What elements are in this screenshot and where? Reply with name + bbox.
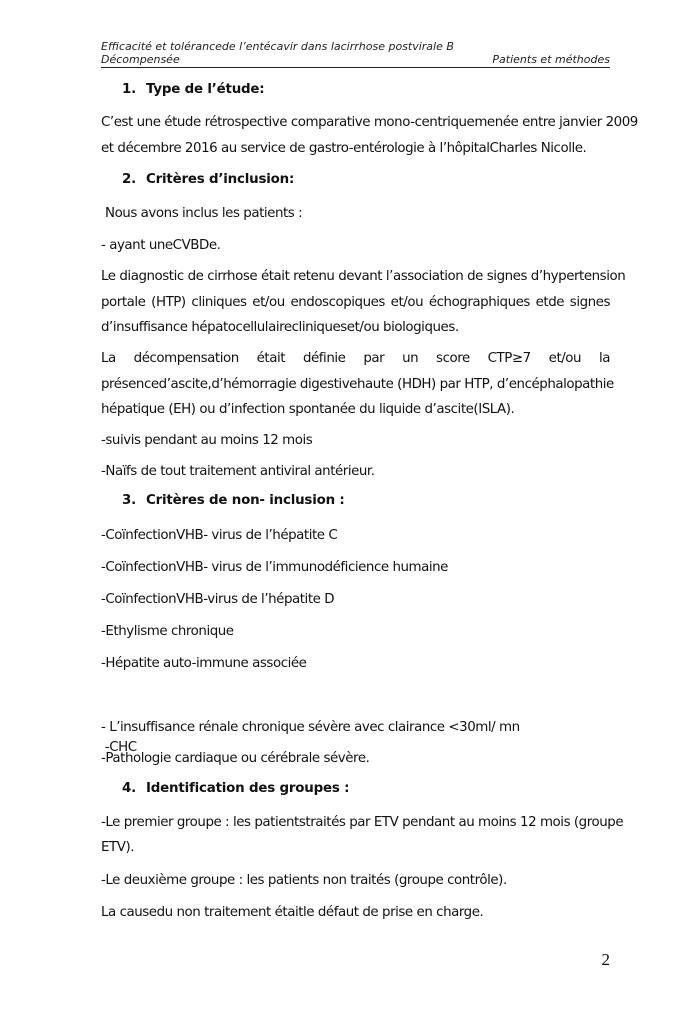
paragraph-diagnosis-3 xyxy=(101,315,610,341)
paragraph-line: C’est une étude rétrospective comparative mono-centriquemenée entre janvier 2009 xyxy=(101,115,638,130)
paragraph-line: -Le premier groupe : les patientstraités par ETV pendant au moins 12 mois (groupe xyxy=(101,815,624,830)
paragraph-line: ETV). xyxy=(101,840,135,855)
paragraph-cause xyxy=(101,900,610,926)
heading-number: 3. xyxy=(122,493,137,508)
paragraph-line: hépatique (EH) ou d’infection spontanée du liquide d’ascite(ISLA). xyxy=(101,402,515,417)
heading-groups xyxy=(122,779,349,799)
paragraph-decompensation-2 xyxy=(101,372,614,398)
heading-number: 1. xyxy=(122,82,137,97)
page-number: 2 xyxy=(601,950,610,969)
list-item: -CoïnfectionVHB- virus de l’immunodéficience humaine xyxy=(101,560,448,575)
header-rule xyxy=(101,67,610,68)
paragraph-line: La causedu non traitement étaitle défaut de prise en charge. xyxy=(101,905,484,920)
paragraph-line: d’insuffisance hépatocellulairecliniqueset/ou biologiques. xyxy=(101,320,459,335)
exclusion-item xyxy=(101,587,610,613)
list-item: -CoïnfectionVHB-virus de l’hépatite D xyxy=(101,592,335,607)
heading-title: Critères de non- inclusion : xyxy=(146,493,345,508)
heading-inclusion xyxy=(122,170,294,190)
heading-title: Critères d’inclusion: xyxy=(146,172,295,187)
paragraph-line: Le diagnostic de cirrhose était retenu devant l’association de signes d’hypertension xyxy=(101,269,626,284)
paragraph-line: portale (HTP) cliniques et/ou endoscopiques et/ou échographiques etde signes xyxy=(101,295,610,310)
paragraph-study-type-end xyxy=(101,136,610,162)
heading-title: Type de l’étude: xyxy=(146,82,265,97)
list-item: -suivis pendant au moins 12 mois xyxy=(101,433,313,448)
heading-non-inclusion xyxy=(122,491,345,511)
list-item: - L’insuffisance rénale chronique sévère avec clairance <30ml/ mn xyxy=(101,720,520,735)
paragraph-diagnosis-2 xyxy=(101,290,610,316)
exclusion-item xyxy=(101,651,610,677)
header-title-line2: Décompensée xyxy=(101,53,180,66)
running-header xyxy=(101,40,610,66)
paragraph-group-etv-2 xyxy=(101,835,610,861)
paragraph-decompensation xyxy=(101,346,610,372)
paragraph-study-type xyxy=(101,110,638,136)
inclusion-item-naive xyxy=(101,459,610,485)
paragraph-line: et décembre 2016 au service de gastro-entérologie à l’hôpitalCharles Nicolle. xyxy=(101,141,587,156)
paragraph-diagnosis xyxy=(101,264,626,290)
list-item: - ayant uneCVBDe. xyxy=(101,238,221,253)
heading-number: 2. xyxy=(122,172,137,187)
paragraph-line: La décompensation était définie par un score CTP≥7 et/ou la xyxy=(101,351,610,366)
paragraph-line: -Le deuxième groupe : les patients non traités (groupe contrôle). xyxy=(101,873,507,888)
exclusion-item xyxy=(101,619,610,645)
list-item: -CHC xyxy=(101,740,137,755)
list-item: -CoïnfectionVHB- virus de l’hépatite C xyxy=(101,528,338,543)
paragraph-group-control xyxy=(101,868,610,894)
paragraph-decompensation-3 xyxy=(101,397,610,423)
exclusion-item xyxy=(101,715,610,741)
heading-study-type xyxy=(122,80,264,100)
list-item: -Ethylisme chronique xyxy=(101,624,234,639)
paragraph-group-etv xyxy=(101,810,624,836)
header-section: Patients et méthodes xyxy=(492,53,610,66)
inclusion-item-cvbd xyxy=(101,233,610,259)
list-item: -Pathologie cardiaque ou cérébrale sévère. xyxy=(101,751,370,766)
exclusion-item xyxy=(101,746,610,772)
heading-number: 4. xyxy=(122,781,137,796)
list-item: -Hépatite auto-immune associée xyxy=(101,656,307,671)
paragraph-line: présenced’ascite,d’hémorragie digestivehaute (HDH) par HTP, d’encéphalopathie xyxy=(101,377,614,392)
inclusion-intro xyxy=(105,201,614,227)
heading-title: Identification des groupes : xyxy=(146,781,350,796)
exclusion-item xyxy=(101,555,610,581)
list-item: -Naïfs de tout traitement antiviral antérieur. xyxy=(101,464,375,479)
paragraph-line: Nous avons inclus les patients : xyxy=(105,206,303,221)
inclusion-item-followup xyxy=(101,428,610,454)
exclusion-item xyxy=(101,523,610,549)
header-title-line1: Efficacité et tolérancede l’entécavir dans lacirrhose postvirale B xyxy=(101,40,454,53)
